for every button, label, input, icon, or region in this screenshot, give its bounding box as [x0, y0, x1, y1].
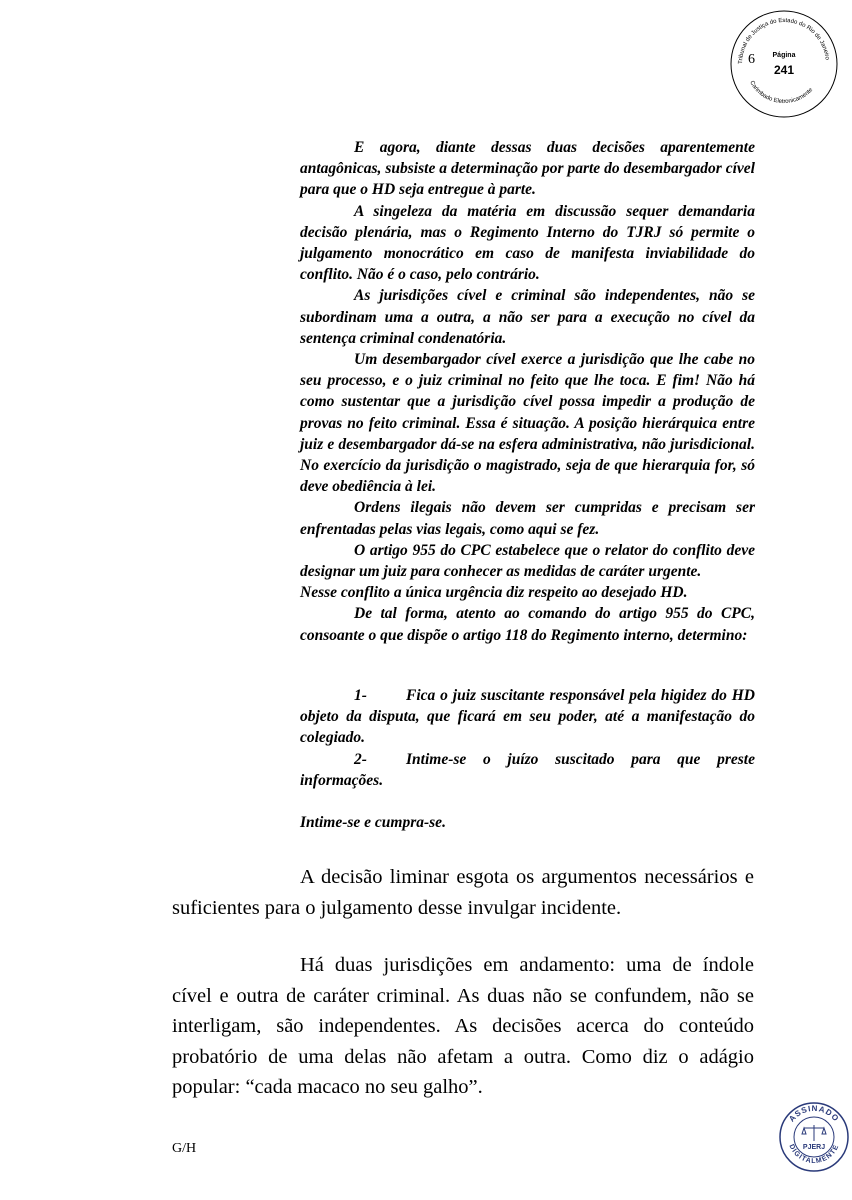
stamp-handwritten-number: 6 [748, 52, 755, 67]
body-paragraph-text: Há duas jurisdições em andamento: uma de índole cível e outra de caráter criminal. As duas não se confundem, não se interligam, são independentes. As decisões acerca do conteúdo probatório de uma delas não afetam a outra. Como diz o adágio popular: “cada macaco no seu galho”. [172, 954, 754, 1098]
determination-item-1 [300, 685, 755, 749]
determination-item-2 [300, 749, 755, 791]
item-text: Intime-se o juízo suscitado para que preste informações. [300, 751, 755, 790]
seal-arc-top: ASSINADO [787, 1103, 841, 1124]
quote-paragraph: Ordens ilegais não devem ser cumpridas e precisam ser enfrentadas pelas vias legais, como aqui se fez. [300, 499, 755, 538]
svg-text:ASSINADO [787, 1104, 841, 1124]
footer-initials: G/H [172, 1141, 197, 1156]
quote-paragraph: A singeleza da matéria em discussão sequer demandaria decisão plenária, mas o Regimento Interno do TJRJ só permite o julgamento monocrático em caso de manifesta inviabilidade do conflito. Não é o caso, pelo contrário. [300, 202, 755, 284]
quote-paragraph: De tal forma, atento ao comando do artigo 955 do CPC, consoante o que dispõe o artigo 118 do Regimento interno, determino: [300, 605, 755, 644]
item-text: Fica o juiz suscitante responsável pela higidez do HD objeto da disputa, que ficará em seu poder, até a manifestação do colegiado. [300, 687, 755, 747]
stamp-arc-top: Tribunal de Justiça do Estado do Rio de Janeiro [737, 17, 830, 65]
quote-paragraph: As jurisdições cível e criminal são independentes, não se subordinam uma a outra, a não ser para a execução no cível da sentença criminal condenatória. [300, 287, 755, 347]
stamp-arc-bottom: Carimbado Eletronicamente [748, 80, 815, 106]
stamp-page-number: 241 [773, 63, 795, 77]
quote-paragraph: O artigo 955 do CPC estabelece que o relator do conflito deve designar um juiz para conhecer as medidas de caráter urgente. [300, 541, 755, 581]
item-number: 1- [354, 687, 367, 704]
seal-arc-bottom: DIGITALMENTE [787, 1143, 841, 1166]
seal-center: PJERJ [802, 1144, 826, 1151]
quote-paragraph: Nesse conflito a única urgência diz respeito ao desejado HD. [300, 584, 688, 602]
quoted-decision [300, 137, 755, 646]
scales-icon [802, 1125, 826, 1141]
stamp-label: Página [772, 52, 796, 59]
body-paragraph-2 [172, 950, 754, 1103]
quote-paragraph: E agora, diante dessas duas decisões aparentemente antagônicas, subsiste a determinação por parte do desembargador cível para que o HD seja entregue à parte. [300, 139, 755, 199]
item-number: 2- [354, 751, 367, 768]
court-stamp [728, 8, 840, 120]
body-paragraph-1 [172, 862, 754, 923]
digital-signature-seal [778, 1101, 850, 1173]
quote-closing: Intime-se e cumpra-se. [300, 814, 446, 831]
quote-paragraph: Um desembargador cível exerce a jurisdição que lhe cabe no seu processo, e o juiz criminal no feito que lhe toca. E fim! Não há como sustentar que a jurisdição cível possa impedir a produção de provas no feito criminal. Essa é situação. A posição hierárquica entre juiz e desembargador dá-se na esfera administrativa, não jurisdicional. No exercício da jurisdição o magistrado, seja de que hierarquia for, só deve obediência à lei. [300, 351, 755, 496]
body-paragraph-text: A decisão liminar esgota os argumentos necessários e suficientes para o julgamento desse invulgar incidente. [172, 866, 754, 919]
svg-text:Carimbado Eletronicamente [748, 80, 815, 105]
